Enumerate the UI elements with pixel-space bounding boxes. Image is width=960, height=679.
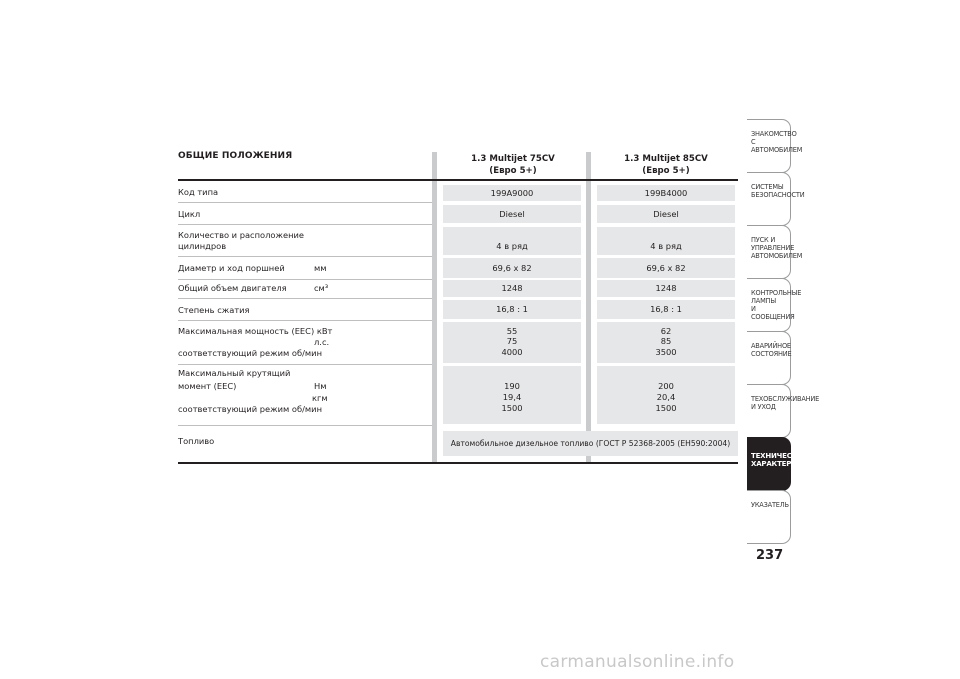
value-compression: 16,8 : 1	[650, 304, 682, 314]
column-header-85cv	[596, 153, 736, 177]
value-cell	[597, 185, 735, 201]
row-divider	[178, 364, 432, 365]
value-torque-rpm: 1500	[655, 403, 677, 413]
row-divider	[178, 320, 432, 321]
tab-label: ПУСК И УПРАВЛЕНИЕ АВТОМОБИЛЕМ	[751, 236, 803, 260]
row-divider	[178, 224, 432, 225]
column-header-norm: (Евро 5+)	[489, 166, 537, 176]
value-power-hp: 75	[506, 336, 518, 346]
value-cell	[443, 185, 581, 201]
row-divider	[178, 279, 432, 280]
value-cylinders: 4 в ряд	[496, 241, 528, 251]
column-separator	[586, 152, 591, 463]
label-cylinders-line2: цилиндров	[178, 241, 227, 251]
tab-getting-to-know[interactable]	[747, 119, 803, 173]
value-cell	[443, 300, 581, 319]
label-displacement: Общий объем двигателя	[178, 283, 287, 293]
tab-maintenance[interactable]	[747, 384, 820, 438]
value-torque-nm: 200	[658, 381, 674, 391]
label-power-line1: Максимальная мощность (ЕЕС) кВт	[178, 326, 333, 336]
value-power-kw: 55	[506, 326, 518, 336]
column-header-model: 1.3 Multijet 75CV	[471, 154, 555, 164]
value-cylinders: 4 в ряд	[650, 241, 682, 251]
header-rule	[178, 179, 738, 181]
tab-technical-specs[interactable]	[747, 437, 824, 491]
unit-cm3: см³	[314, 283, 329, 293]
row-divider	[178, 256, 432, 257]
value-torque-nm: 190	[504, 381, 520, 391]
value-power-hp: 85	[660, 336, 672, 346]
value-cell	[597, 258, 735, 278]
unit-nm: Нм	[314, 381, 327, 391]
fuel-value-cell	[443, 431, 738, 456]
tab-label: ТЕХНИЧЕСКИЕ ХАРАКТЕРИСТИКИ	[751, 452, 824, 468]
label-torque-line2: момент (ЕЕС)	[178, 381, 237, 391]
tab-warning-lights[interactable]	[747, 278, 802, 332]
watermark: carmanualsonline.info	[540, 652, 735, 672]
value-displacement: 1248	[501, 283, 523, 293]
tab-label: ТЕХОБСЛУЖИВАНИЕ И УХОД	[751, 395, 820, 411]
value-torque-kgm: 19,4	[502, 392, 522, 402]
tab-emergency[interactable]	[747, 331, 791, 385]
value-cell	[443, 366, 581, 424]
tab-starting-driving[interactable]	[747, 225, 803, 279]
row-divider	[178, 425, 432, 426]
page-number: 237	[756, 548, 784, 563]
column-header-model: 1.3 Multijet 85CV	[624, 154, 708, 164]
value-power-kw: 62	[660, 326, 672, 336]
unit-hp: л.с.	[314, 337, 330, 347]
value-cycle: Diesel	[499, 209, 525, 219]
value-power-rpm: 4000	[501, 347, 523, 357]
unit-kgm: кгм	[312, 393, 328, 403]
value-bore-stroke: 69,6 х 82	[492, 263, 532, 273]
value-cell	[597, 366, 735, 424]
label-compression: Степень сжатия	[178, 305, 250, 315]
row-divider	[178, 298, 432, 299]
label-engine-code: Код типа	[178, 187, 219, 197]
value-cell	[597, 205, 735, 223]
label-torque-line1: Максимальный крутящий	[178, 368, 291, 378]
column-header-norm: (Евро 5+)	[642, 166, 690, 176]
value-cell	[443, 322, 581, 363]
section-title: ОБЩИЕ ПОЛОЖЕНИЯ	[178, 151, 293, 161]
label-power-rpm: соответствующий режим об/мин	[178, 348, 322, 358]
table-bottom-rule	[178, 462, 738, 464]
tab-index[interactable]	[747, 490, 791, 544]
label-cycle: Цикл	[178, 209, 201, 219]
tab-safety[interactable]	[747, 172, 805, 226]
value-fuel: Автомобильное дизельное топливо (ГОСТ Р 52368-2005 (EH590:2004)	[450, 439, 731, 448]
tab-label: КОНТРОЛЬНЫЕ ЛАМПЫ И СООБЩЕНИЯ	[751, 289, 802, 321]
value-cell	[597, 300, 735, 319]
label-bore-stroke: Диаметр и ход поршней	[178, 263, 285, 273]
unit-mm: мм	[314, 263, 327, 273]
value-power-rpm: 3500	[655, 347, 677, 357]
value-displacement: 1248	[655, 283, 677, 293]
value-torque-kgm: 20,4	[656, 392, 676, 402]
tab-label: УКАЗАТЕЛЬ	[751, 501, 789, 509]
tab-label: СИСТЕМЫ БЕЗОПАСНОСТИ	[751, 183, 805, 199]
value-cell	[443, 227, 581, 255]
column-separator	[432, 152, 437, 463]
value-engine-code: 199A9000	[490, 188, 534, 198]
value-cycle: Diesel	[653, 209, 679, 219]
row-divider	[178, 202, 432, 203]
value-cell	[443, 258, 581, 278]
label-torque-rpm: соответствующий режим об/мин	[178, 404, 322, 414]
label-fuel: Топливо	[178, 436, 215, 446]
value-compression: 16,8 : 1	[496, 304, 528, 314]
value-cell	[443, 205, 581, 223]
value-cell	[443, 280, 581, 297]
value-torque-rpm: 1500	[501, 403, 523, 413]
value-cell	[597, 280, 735, 297]
tab-label: АВАРИЙНОЕ СОСТОЯНИЕ	[751, 342, 792, 358]
column-header-75cv	[443, 153, 583, 177]
label-cylinders-line1: Количество и расположение	[178, 230, 304, 240]
value-bore-stroke: 69,6 х 82	[646, 263, 686, 273]
value-cell	[597, 227, 735, 255]
value-engine-code: 199B4000	[644, 188, 688, 198]
tab-label: ЗНАКОМСТВО С АВТОМОБИЛЕМ	[751, 130, 803, 154]
value-cell	[597, 322, 735, 363]
